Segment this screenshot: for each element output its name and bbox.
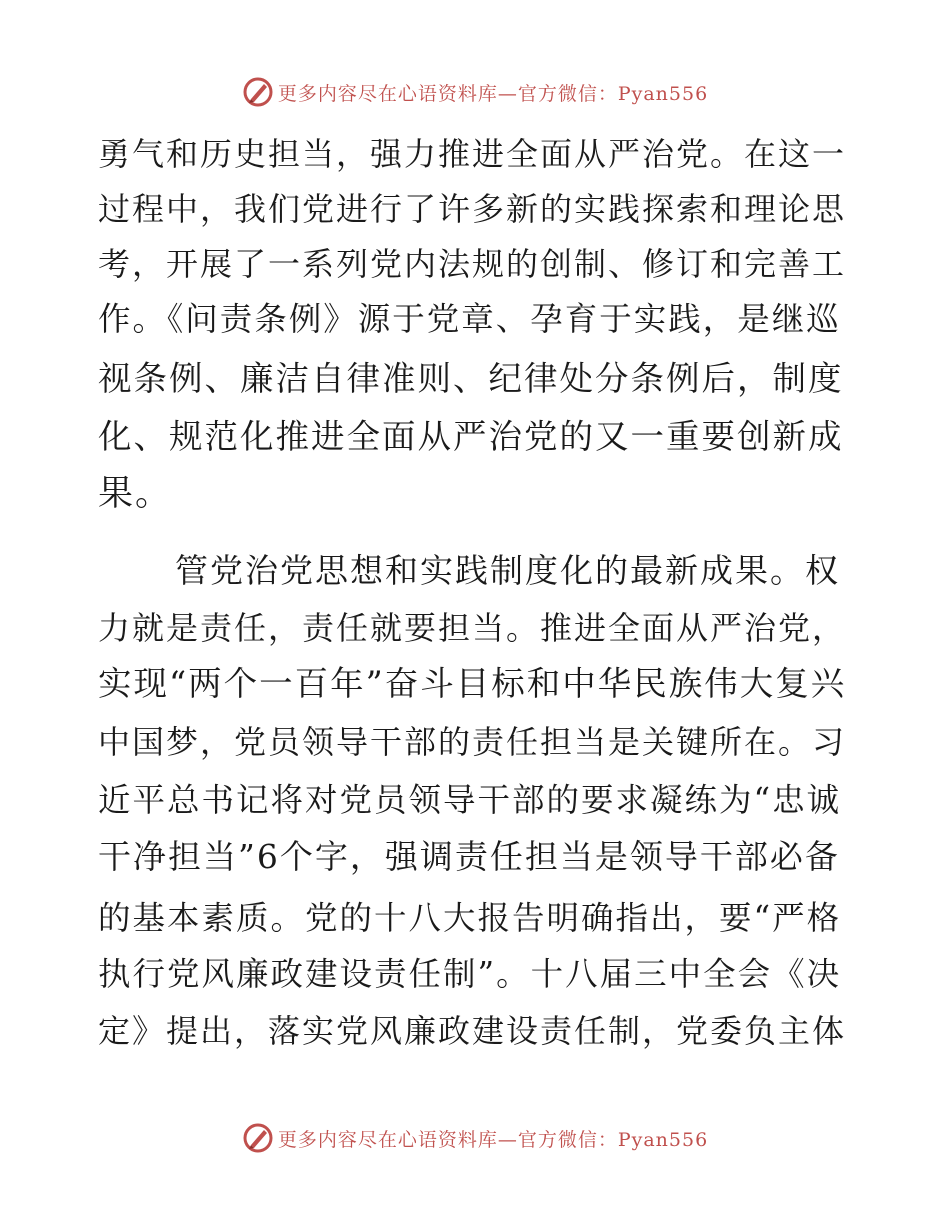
text-line: 干净担当”6个字，强调责任担当是领导干部必备	[98, 837, 840, 876]
text-line: 化、规范化推进全面从严治党的又一重要创新成	[98, 417, 844, 456]
text-line: 作。《问责条例》源于党章、孕育于实践，是继巡	[98, 300, 841, 338]
text-line: 执行党风廉政建设责任制”。十八届三中全会《决	[98, 955, 842, 993]
text-line: 中国梦，党员领导干部的责任担当是关键所在。习	[98, 723, 847, 761]
watermark-text: 更多内容尽在心语资料库—官方微信：Pyan556	[277, 1128, 709, 1151]
text-line: 定》提出，落实党风廉政建设责任制，党委负主体	[98, 1012, 847, 1050]
text-line: 力就是责任，责任就要担当。推进全面从严治党，	[98, 609, 847, 647]
pen-logo-icon	[242, 1122, 274, 1154]
watermark-text: 更多内容尽在心语资料库—官方微信：Pyan556	[277, 82, 709, 105]
text-line: 果。	[98, 474, 173, 514]
text-line: 视条例、廉洁自律准则、纪律处分条例后，制度	[98, 359, 844, 398]
text-line: 的基本素质。党的十八大报告明确指出，要“严格	[98, 899, 842, 937]
text-line: 近平总书记将对党员领导干部的要求凝练为“忠诚	[98, 781, 842, 819]
text-line: 管党治党思想和实践制度化的最新成果。权	[175, 551, 840, 590]
text-line: 过程中，我们党进行了许多新的实践探索和理论思	[98, 190, 847, 228]
text-line: 勇气和历史担当，强力推进全面从严治党。在这一	[98, 135, 847, 173]
header-watermark	[0, 72, 950, 112]
footer-watermark	[0, 1118, 950, 1158]
pen-logo-icon	[242, 76, 274, 108]
text-line: 考，开展了一系列党内法规的创制、修订和完善工	[98, 245, 847, 283]
text-line: 实现“两个一百年”奋斗目标和中华民族伟大复兴	[98, 664, 847, 703]
